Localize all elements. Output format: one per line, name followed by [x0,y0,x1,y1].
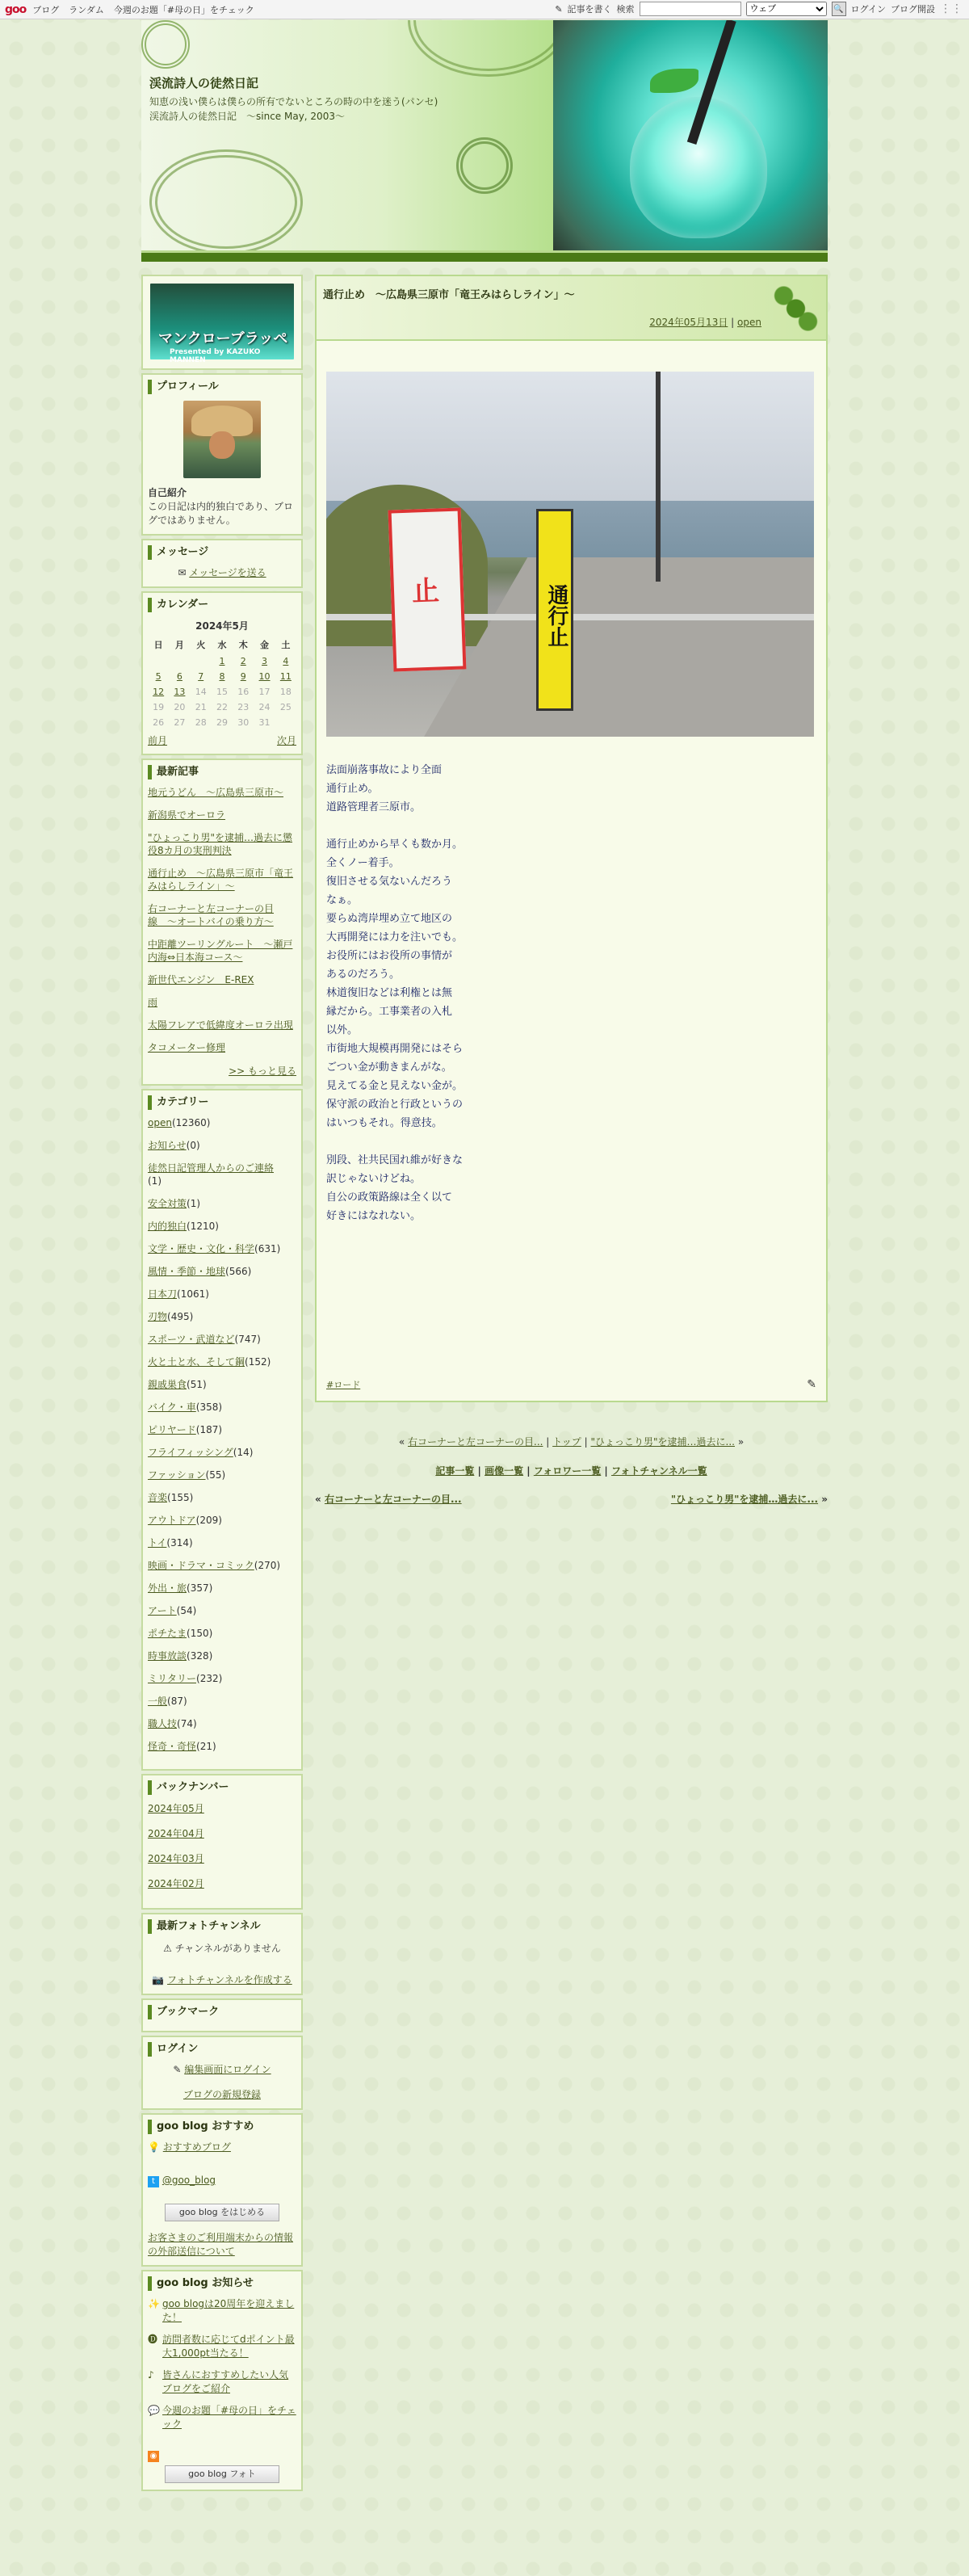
category-count: (209) [195,1515,222,1526]
backnumber-link[interactable]: 2024年05月 [148,1803,204,1814]
blog-header [141,20,828,250]
category-item [148,1582,296,1595]
category-item [148,1604,296,1617]
category-link[interactable]: 映画・ドラマ・コミック [148,1560,254,1571]
pager-separator: | [546,1436,550,1448]
list-nav: 記事一覧 | 画像一覧 | フォロワー一覧 | フォトチャンネル一覧 [435,1465,707,1477]
calendar-month: 2024年5月 [195,620,249,632]
category-link[interactable]: 内的独白 [148,1221,187,1232]
calendar-next-link[interactable]: 次月 [276,735,296,746]
category-link[interactable]: open [148,1117,172,1128]
calendar-day-link[interactable]: 13 [174,687,186,697]
weekday-wed: 水 [217,640,227,650]
backnumber-box [141,1774,303,1910]
calendar-day-link[interactable]: 11 [279,671,292,682]
calendar-prev-link[interactable]: 前月 [148,735,168,746]
category-item [148,1491,296,1504]
prev-entry-link[interactable]: 右コーナーと左コーナーの目... [324,1494,462,1505]
pager-prev-arrow: « [398,1436,405,1448]
recent-post-link[interactable]: タコメーター修理 [148,1042,226,1053]
recent-post-link[interactable]: 新潟県でオーロラ [148,809,226,821]
edit-pencil-icon[interactable]: ✎ [807,1378,816,1391]
calendar-day: 21 [195,702,207,712]
category-count: (55) [205,1469,226,1481]
category-count: (631) [254,1243,281,1254]
main-content [315,275,828,1506]
ornament-icon [408,20,569,77]
login-heading: ログイン [148,2042,296,2057]
category-link[interactable]: 徒然日記管理人からのご連絡 [148,1162,275,1174]
news-link[interactable] [148,2368,296,2396]
calendar-day: 17 [258,687,271,697]
category-count: (21) [196,1741,216,1752]
category-link[interactable]: フライフィッシング [148,1447,233,1458]
category-count: (314) [166,1537,193,1549]
photo-channel-list-link[interactable]: フォトチャンネル一覧 [611,1465,707,1477]
recent-post-link[interactable]: 太陽フレアで低緯度オーロラ出現 [148,1019,293,1031]
news-link[interactable] [148,2297,296,2325]
utility-pole-shape [656,372,661,582]
point-icon: 🅓 [148,2334,158,2345]
calendar-day-link[interactable]: 6 [176,671,182,682]
category-count: (87) [167,1696,187,1707]
sidebar-banner-box [141,275,303,370]
bookmark-box [141,1998,303,2032]
sign-text: 通行止 [544,584,568,647]
no-entry-sign-shape [536,509,573,711]
profile-box [141,373,303,536]
category-link[interactable]: アウトドア [148,1515,196,1526]
category-item [148,1220,296,1233]
calendar-box [141,591,303,755]
category-count: (495) [167,1311,194,1322]
category-item [148,1197,296,1210]
category-item [148,1378,296,1391]
category-item [148,1333,296,1346]
start-blog-link[interactable]: ブログ開設 [891,4,935,15]
weekday-fri: 金 [260,640,270,650]
entry-header [317,276,826,341]
recommend-heading: goo blog おすすめ [148,2120,296,2134]
photo-channel-box [141,1913,303,1995]
categories-heading: カテゴリー [148,1095,296,1110]
calendar-table [148,636,296,730]
message-box [141,539,303,588]
topic-icon: 💬 [148,2405,160,2416]
recent-post-link[interactable]: 雨 [148,997,158,1008]
category-item [148,1401,296,1414]
calendar-day-link[interactable]: 3 [262,656,268,666]
entry-tag-link[interactable]: #ロード [326,1380,361,1390]
search-label: 検索 [616,4,635,15]
calendar-day-link[interactable]: 12 [153,687,165,697]
calendar-day: 20 [174,702,186,712]
categories-box [141,1089,303,1771]
category-link[interactable]: 文学・歴史・文化・科学 [148,1243,255,1254]
calendar-day: 29 [216,717,228,728]
category-count: (150) [187,1628,213,1639]
category-item [148,1672,296,1685]
news-link-label: goo blogは20周年を迎えました！ [162,2298,295,2323]
envelope-icon: ✉ [178,567,187,578]
top-bar [0,0,969,19]
category-item [148,1310,296,1323]
profile-intro-label: 自己紹介 [148,487,187,498]
calendar-day-link[interactable]: 5 [155,671,162,682]
start-goo-blog-button[interactable]: goo blog をはじめる [165,2204,279,2221]
prev-arrow: « [315,1494,325,1505]
edit-login-link[interactable]: 編集画面にログイン [184,2064,271,2075]
calendar-day: 14 [195,687,207,697]
blog-entry [315,275,828,1402]
entry-date-link[interactable]: 2024年05月13日 [649,317,728,328]
login-box [141,2036,303,2110]
news-link-label: 皆さんにおすすめしたい人気ブログをご紹介 [162,2369,289,2394]
goo-logo[interactable]: goo [5,2,27,16]
category-link[interactable]: 怪奇・奇怪 [148,1741,197,1752]
pencil-icon: ✎ [173,2064,182,2075]
profile-intro-text: この日記は内的独白であり、ブログではありません。 [148,501,294,526]
entry-meta [649,315,761,329]
category-count: (1) [148,1175,162,1187]
recommended-blogs-link[interactable]: おすすめブログ [162,2141,231,2153]
category-item [148,1695,296,1708]
warning-icon: ⚠ [163,1943,172,1954]
calendar-day-link[interactable]: 9 [240,671,246,682]
category-link[interactable]: 安全対策 [148,1198,187,1209]
pager-separator: | [584,1436,588,1448]
calendar-day: 30 [237,717,250,728]
calendar-day: 19 [153,702,165,712]
entry-category-link[interactable]: open [737,317,761,328]
category-link[interactable]: お知らせ [148,1140,187,1151]
send-message-link[interactable]: メッセージを送る [189,567,266,578]
category-link[interactable]: 日本刀 [148,1288,178,1300]
face-shape [209,431,235,459]
weekday-sun: 日 [153,640,163,650]
category-count: (74) [177,1718,197,1729]
calendar-day-link[interactable]: 7 [198,671,204,682]
category-item [148,1423,296,1436]
recent-post-link[interactable]: 新世代エンジン E-REX [148,974,254,985]
message-heading: メッセージ [148,545,296,560]
photo-channel-heading: 最新フォトチャンネル [148,1919,296,1934]
topbar-link-blog[interactable]: ブログ [32,4,60,15]
calendar-day [191,653,212,669]
category-count: (566) [225,1266,252,1277]
recent-posts-box [141,759,303,1086]
category-link[interactable]: 親戚巣食 [148,1379,187,1390]
article-list-link[interactable]: 記事一覧 [435,1465,475,1477]
sign-text: 止 [411,574,440,608]
pager-next-arrow: » [737,1436,745,1448]
recent-more-link[interactable]: >> もっと見る [229,1065,296,1077]
entry-text: 法面崩落事故により全面 通行止め。 道路管理者三原市。 通行止めから早くも数か月。 全くノー着手。 復旧させる気ないんだろう なぁ。 要らぬ湾岸埋め立て地区の 大再開発には力を注いでも。 お役所にはお役所の事情が あるのだろう。 林道復旧などは利権とは無 縁だから。工事業者の入札 以外。 市街地大規模再開発にはそら ごつい金が動きまんがな。 見えてる金と見えない金が。 保守派の政治と行政というの はいつもそれ。得意技。 別段、社共民国れ維が好きな 訳じゃないけどね。 自公の政策路線は全く以て 好きにはなれない。 [326,764,464,1222]
ornament-icon [149,149,303,250]
search-icon: 🔍 [833,4,844,14]
category-count: (747) [234,1334,261,1345]
calendar-day-link[interactable]: 10 [258,671,271,682]
category-item [148,1649,296,1662]
news-link[interactable] [148,2333,296,2360]
calendar-day [275,715,296,730]
entry-body [317,341,826,1401]
category-link[interactable]: ファッション [148,1469,206,1481]
closure-sign-shape [388,507,467,671]
category-item [148,1355,296,1368]
calendar-day [148,653,169,669]
camera-icon: 📷 [152,1974,165,1986]
follower-list-link[interactable]: フォロワー一覧 [533,1465,602,1477]
news-link-label: 訪問者数に応じてdポイント最大1,000pt当たる！ [162,2334,295,2359]
category-link[interactable]: スポーツ・武道など [148,1334,235,1345]
calendar-day-link[interactable]: 4 [283,656,289,666]
category-item [148,1139,296,1152]
sidebar [141,275,303,2561]
category-link[interactable]: 刃物 [148,1311,168,1322]
category-link[interactable]: ミリタリー [148,1673,197,1684]
category-item [148,1162,296,1187]
mint-leaf-shape [650,69,698,93]
category-count: (1210) [187,1221,219,1232]
category-link[interactable]: ポチたま [148,1628,187,1639]
category-link[interactable]: トイ [148,1537,167,1549]
avatar [183,401,261,478]
calendar-day: 28 [195,717,207,728]
category-item [148,1446,296,1459]
recent-post-link[interactable]: "ひょっこり男"を逮捕…過去に懲役8カ月の実刑判決 [148,832,293,856]
category-link[interactable]: 風情・季節・地球 [148,1266,226,1277]
weekday-sat: 土 [281,640,291,650]
category-item [148,1717,296,1730]
calendar-day-link[interactable]: 2 [240,656,246,666]
recent-post-link[interactable]: 地元うどん 〜広島県三原市〜 [148,787,284,798]
category-item [148,1536,296,1549]
category-item [148,1559,296,1572]
calendar-day: 16 [237,687,250,697]
ornament-icon [456,137,513,194]
login-link[interactable]: ログイン [850,4,886,15]
apps-grid-icon[interactable]: ⋮⋮ [940,2,963,15]
recommend-box [141,2113,303,2267]
search-input[interactable] [640,2,741,16]
sparkle-icon: ✨ [148,2298,160,2309]
meta-separator: | [731,317,735,328]
category-link[interactable]: 一般 [148,1696,168,1707]
category-count: (155) [167,1492,194,1503]
calendar-day: 27 [174,717,186,728]
blog-title[interactable]: 渓流詩人の徒然日記 [149,76,259,90]
calendar-day: 26 [153,717,165,728]
calendar-day: 23 [237,702,250,712]
calendar-day: 22 [216,702,228,712]
pencil-icon: ✎ [555,3,563,15]
bookmark-heading: ブックマーク [148,2005,296,2019]
category-count: (51) [187,1379,207,1390]
no-channel-text: チャンネルがありません [174,1943,281,1954]
recent-posts-heading: 最新記事 [148,765,296,780]
category-link[interactable]: アート [148,1605,177,1616]
category-item [148,1242,296,1255]
category-count: (357) [187,1582,213,1594]
search-scope-select[interactable] [746,2,827,16]
category-link[interactable]: 火と土と水、そして鋼 [148,1356,245,1368]
category-link[interactable]: バイク・車 [148,1401,196,1413]
pager-next-link[interactable]: "ひょっこり男"を逮捕…過去に... [590,1436,735,1448]
category-item [148,1116,296,1129]
search-button[interactable] [832,2,846,16]
weekday-thu: 木 [238,640,248,650]
news-box [141,2270,303,2491]
create-photo-channel-link[interactable]: フォトチャンネルを作成する [167,1974,292,1986]
backnumber-heading: バックナンバー [148,1780,296,1795]
calendar-day [169,653,190,669]
category-count: (270) [254,1560,281,1571]
category-link[interactable]: 音楽 [148,1492,168,1503]
topbar-right [555,2,963,16]
category-count: (1) [187,1198,201,1209]
calendar-day: 18 [279,687,292,697]
calendar-heading: カレンダー [148,598,296,612]
external-data-link[interactable]: お客さまのご利用端末からの情報の外部送信について [148,2232,294,2257]
pager-prev-link[interactable]: 右コーナーと左コーナーの目... [408,1436,543,1448]
entry-title[interactable]: 通行止め 〜広島県三原市「竜王みはらしライン」〜 [323,289,575,301]
music-icon: ♪ [148,2369,154,2381]
blog-description: 知恵の浅い僕らは僕らの所有でないところの時の中を迷う(パンセ) 渓流詩人の徒然日記 〜since May, 2003〜 [149,96,448,122]
image-list-link[interactable]: 画像一覧 [484,1465,524,1477]
category-count: (14) [233,1447,254,1458]
banner-subtitle: Presented by KAZUKO MANNEN [170,348,261,364]
category-link[interactable]: 時事放談 [148,1650,187,1662]
backnumber-link[interactable]: 2024年03月 [148,1853,204,1864]
category-item [148,1469,296,1481]
news-link-label: 今週のお題「#母の日」をチェック [162,2405,296,2430]
profile-heading: プロフィール [148,380,296,394]
sidebar-banner[interactable] [148,281,296,362]
category-item [148,1265,296,1278]
topbar-link-weekly-topic[interactable]: 今週のお題「#母の日」をチェック [113,4,254,15]
recent-post-link[interactable]: 中距離ツーリングルート 〜瀬戸内海⇔日本海コース〜 [148,939,293,963]
leaf-icon [766,276,826,341]
category-count: (358) [195,1401,223,1413]
twitter-icon: t [148,2176,159,2187]
category-item [148,1740,296,1753]
prev-next-nav [315,1492,828,1506]
topbar-link-random[interactable]: ランダム [69,4,104,15]
calendar-day-link[interactable]: 1 [219,656,225,666]
news-heading: goo blog お知らせ [148,2276,296,2291]
weekday-tue: 火 [196,640,206,650]
backnumber-link[interactable]: 2024年04月 [148,1828,204,1839]
banner-title: マンクローブラッペ [158,330,288,347]
entry-photo-road-closed[interactable] [326,372,814,737]
recent-post-link[interactable]: 右コーナーと左コーナーの目線 〜オートバイの乗り方〜 [148,903,275,927]
calendar-day-link[interactable]: 8 [219,671,225,682]
pager-top-link[interactable]: トップ [552,1436,581,1448]
category-item [148,1514,296,1527]
backnumber-link[interactable]: 2024年02月 [148,1878,204,1889]
category-count: (54) [176,1605,197,1616]
ornament-icon [141,20,190,69]
next-entry-link[interactable]: "ひょっこり男"を逮捕…過去に... [670,1494,819,1505]
entry-pager [315,1435,828,1449]
category-link[interactable]: 外出・旅 [148,1582,187,1594]
twitter-link[interactable]: @goo_blog [162,2175,216,2186]
category-count: (12360) [171,1117,211,1128]
weekday-mon: 月 [174,640,184,650]
rss-icon[interactable]: ◉ [148,2451,159,2462]
category-link[interactable]: ピリヤード [148,1424,196,1435]
goo-blog-photo-button[interactable]: goo blog フォト [165,2465,279,2483]
calendar-day: 24 [258,702,271,712]
calendar-day: 15 [216,687,228,697]
news-link[interactable] [148,2404,296,2431]
register-blog-link[interactable]: ブログの新規登録 [182,2089,261,2100]
category-count: (232) [196,1673,223,1684]
bulb-icon: 💡 [148,2141,160,2153]
category-item [148,1288,296,1301]
category-count: (1061) [177,1288,209,1300]
category-count: (152) [245,1356,271,1368]
write-article-link[interactable]: 記事を書く [567,4,612,15]
header-divider [141,250,828,262]
category-count: (328) [187,1650,213,1662]
category-count: (187) [195,1424,223,1435]
category-count: (0) [186,1140,200,1151]
header-drink-photo [553,20,828,250]
calendar-day: 31 [258,717,271,728]
category-link[interactable]: 職人技 [148,1718,178,1729]
recent-post-link[interactable]: 通行止め 〜広島県三原市「竜王みはらしライン」〜 [148,868,294,892]
next-arrow: » [818,1494,828,1505]
calendar-day: 25 [279,702,292,712]
category-item [148,1627,296,1640]
